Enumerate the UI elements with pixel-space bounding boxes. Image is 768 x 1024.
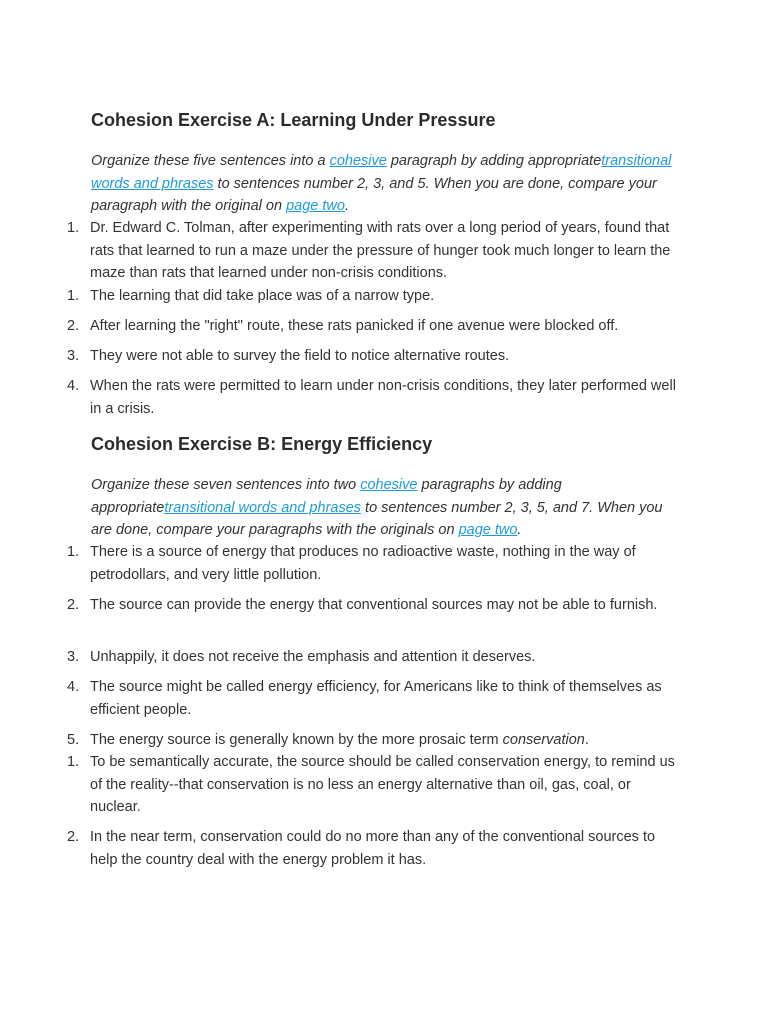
intro-text: to sentences number 2, 3, 5, and 7. When you are done, compare your paragraphs with the originals on: [91, 499, 663, 538]
list-item: [62, 285, 684, 308]
list-item: [62, 541, 684, 586]
list-number: 3.: [67, 348, 80, 364]
page-two-link[interactable]: page two: [286, 198, 345, 214]
list-text-main: The energy source is generally known by the more prosaic term: [90, 732, 503, 748]
transitional-words-link[interactable]: transitional words and phrases: [91, 153, 672, 192]
list-item: [62, 826, 684, 871]
list-number: 1.: [67, 754, 80, 770]
list-item: [62, 375, 684, 420]
cohesive-link[interactable]: cohesive: [329, 153, 387, 169]
exercise-b-instructions: [91, 474, 681, 542]
list-item: [62, 729, 684, 752]
list-text: The learning that did take place was of a narrow type.: [90, 288, 435, 304]
intro-text: .: [344, 198, 349, 214]
list-item: [62, 646, 684, 669]
page-two-link[interactable]: page two: [458, 522, 518, 538]
list-text: Dr. Edward C. Tolman, after experimenting with rats over a long period of years, found that rats that learned to run a maze under the pressure of hunger took much longer to learn the maze than rats that learned under non-crisis conditions.: [90, 220, 671, 281]
transitional-words-link[interactable]: transitional words and phrases: [164, 499, 362, 516]
list-item: [62, 315, 684, 338]
list-number: 4.: [67, 378, 80, 394]
list-item: [62, 217, 684, 285]
list-number: 1.: [67, 544, 80, 560]
list-number: 1.: [67, 288, 80, 304]
list-text: When the rats were permitted to learn under non-crisis conditions, they later performed well in a crisis.: [90, 378, 676, 417]
intro-text: .: [517, 522, 522, 538]
list-number: 2.: [67, 829, 80, 845]
list-item: [62, 676, 684, 721]
list-text: The source might be called energy efficiency, for Americans like to think of themselves as efficient people.: [90, 679, 662, 718]
list-text: In the near term, conservation could do no more than any of the conventional sources to help the country deal with the energy problem it has.: [90, 829, 656, 868]
list-text: They were not able to survey the field to notice alternative routes.: [90, 348, 510, 364]
list-text: The source can provide the energy that conventional sources may not be able to furnish.: [90, 597, 658, 613]
list-number: 5.: [67, 732, 80, 748]
list-text: [90, 729, 684, 752]
list-number: 2.: [67, 318, 80, 334]
intro-text: paragraphs by adding appropriate: [91, 477, 562, 516]
list-item: [62, 345, 684, 368]
list-item: [62, 594, 684, 617]
list-number: 1.: [67, 220, 80, 236]
list-number: 2.: [67, 597, 80, 613]
intro-text: to sentences number 2, 3, and 5. When you are done, compare your paragraph with the original on: [91, 175, 657, 214]
list-item: [62, 751, 684, 819]
intro-text: Organize these seven sentences into two: [91, 477, 361, 493]
list-number: 3.: [67, 649, 80, 665]
list-text: To be semantically accurate, the source should be called conservation energy, to remind us of the reality--that conservation is no less an energy alternative than oil, gas, coal, or nuclear.: [90, 754, 675, 815]
list-number: 4.: [67, 679, 80, 695]
list-text-tail: .: [584, 732, 589, 748]
intro-text: Organize these five sentences into a: [91, 153, 330, 169]
emphasized-term: conservation: [502, 732, 585, 748]
list-text: There is a source of energy that produces no radioactive waste, nothing in the way of petrodollars, and very little pollution.: [90, 544, 636, 583]
exercise-a-instructions: [91, 150, 681, 218]
list-text: Unhappily, it does not receive the emphasis and attention it deserves.: [90, 649, 536, 665]
intro-text: paragraph by adding appropriate: [386, 153, 602, 169]
exercise-a-heading: Cohesion Exercise A: Learning Under Pressure: [91, 110, 496, 130]
list-text: After learning the "right" route, these rats panicked if one avenue were blocked off.: [90, 318, 619, 334]
exercise-b-heading: Cohesion Exercise B: Energy Efficiency: [91, 434, 433, 454]
cohesive-link[interactable]: cohesive: [360, 477, 418, 493]
